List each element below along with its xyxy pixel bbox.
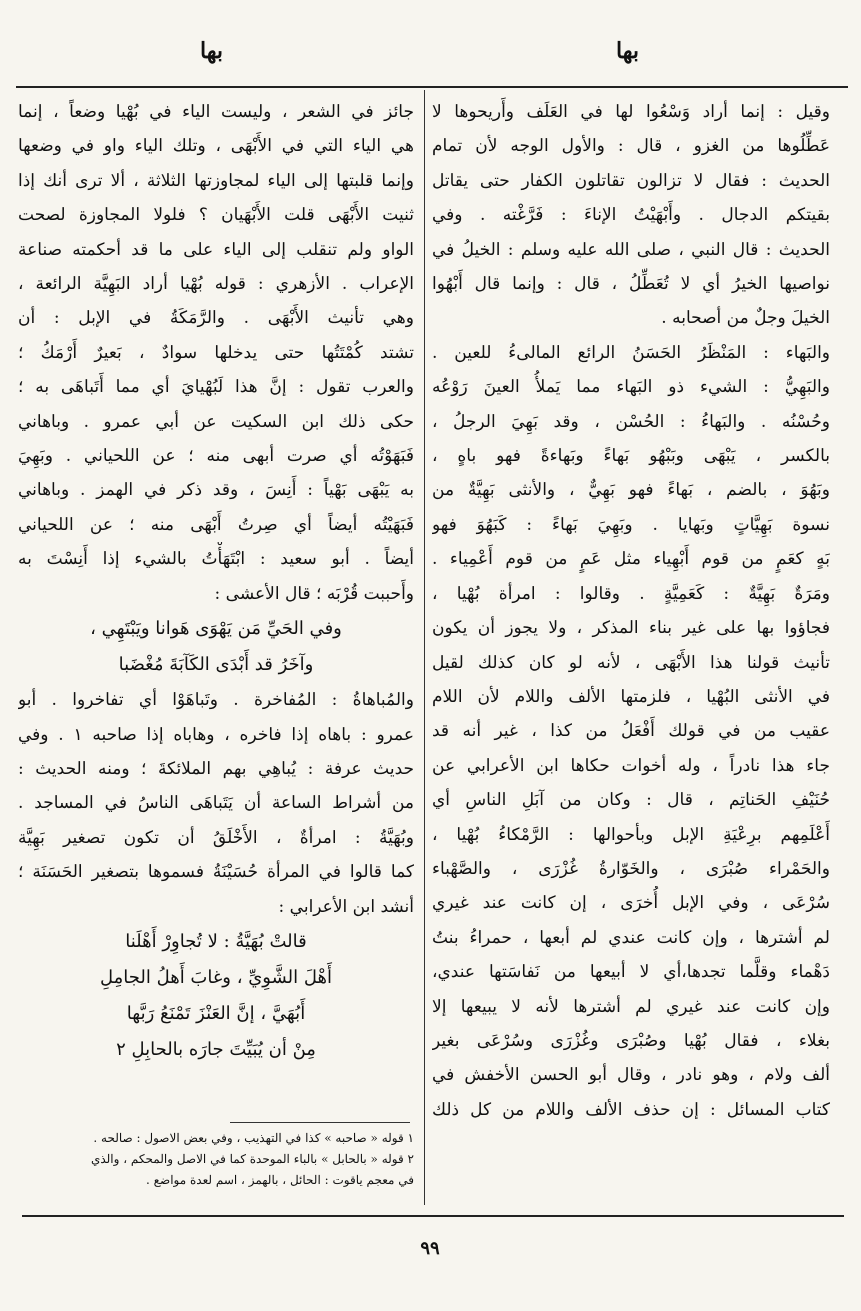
text-line: حديث عرفة : يُباهِي بهم الملائكةَ ؛ ومنه الحديث : bbox=[18, 758, 414, 779]
text-line: سُرْعَى ، وفي الإبل أُخرَى ، إن كانت عند غيري bbox=[432, 893, 830, 914]
text-line: أنشد ابن الأعرابي : bbox=[278, 896, 414, 917]
text-line: نواصيها الخيرُ أي لا تُعَطِّلُ ، قال : وإنما قال أَبْهُوا bbox=[432, 274, 830, 295]
text-line: بغلاء ، فقال بُهْيا وصُبْرَى وغُزْرَى وسُرْعَى بغير bbox=[432, 1030, 830, 1051]
text-line: تشتد كُمْتَتُها حتى يدخلها سوادٌ ، بَعيرٌ أَرْمَكُ ؛ bbox=[18, 342, 414, 363]
text-line: حُنَيْفِ الحَناتِم ، قال : وكان من آبَلِ الناسِ أي bbox=[432, 790, 830, 811]
running-header-right: بها bbox=[616, 38, 639, 64]
footnotes bbox=[18, 1128, 414, 1191]
text-line: وإن كانت عند غيري لم أشترها لأنه لا يبيعها إلا bbox=[432, 996, 830, 1017]
footnote: في معجم ياقوت : الحائل ، بالهمز ، اسم لعدة مواضع . bbox=[146, 1173, 414, 1187]
text-line: فجاؤوا بها على غير بناء المذكر ، ولا يجوز أن يكون bbox=[432, 618, 830, 639]
footnote: ١ قوله « صاحبه » كذا في التهذيب ، وفي بعض الاصول : صالحه . bbox=[93, 1131, 414, 1145]
text-line: لم أشترها ، وإن كانت عندي لم أبعها ، حمراءُ بنتُ bbox=[432, 927, 830, 948]
footnote-rule bbox=[230, 1122, 410, 1123]
verse-line: أَبُهَيَّ ، إنَّ العَنْزَ تَمْنَعُ رَبَّها bbox=[126, 1002, 306, 1024]
text-line: وأَحببت قُرْبَه ؛ قال الأعشى : bbox=[214, 583, 414, 604]
column-divider bbox=[424, 90, 425, 1205]
verse-line: أَهْلَ الشَّوِيِّ ، وغابَ أَهلُ الجامِلِ bbox=[100, 966, 332, 988]
text-line: جائز في الشعر ، وليست الياء في بُهْيا وضعاً ، إنما bbox=[18, 102, 414, 122]
left-column bbox=[18, 95, 414, 1068]
text-line: ثنيت الأَبْهَى قلت الأَبْهَيان ؟ فلولا المجاوزة لصحت bbox=[18, 205, 414, 226]
text-line: نسوة بَهِيَّاتٍ وبَهايا . وبَهِيَ بَهاءً : كَبَهُوَ فهو bbox=[432, 514, 830, 535]
text-line: فَبَهَوْتُه أي صرت أبهى منه ؛ عن اللحياني . وبَهِيَ bbox=[18, 446, 414, 467]
page-number: ٩٩ bbox=[420, 1238, 440, 1259]
verse-line: وفي الحَيِّ مَن يَهْوَى هَوانا ويَبْتَهِي ، bbox=[90, 618, 342, 640]
footnote: ٢ قوله « بالحابل » بالباء الموحدة كما في الاصل والمحكم ، والذي bbox=[90, 1152, 414, 1166]
verse-line: مِنْ أن يُبَيِّتَ جارَه بالحابِلِ ٢ bbox=[116, 1038, 316, 1060]
text-line: الحديث : فقال لا تزالون تقاتلون الكفار حتى يقاتل bbox=[432, 170, 830, 191]
text-line: والحَمْراء صُبْرَى ، والخَوّارةُ غُزْرَى ، والصَّهْباء bbox=[432, 858, 830, 879]
text-line: الحديث : قال النبي ، صلى الله عليه وسلم : الخيلُ في bbox=[432, 239, 830, 260]
running-header-left: بها bbox=[200, 38, 223, 64]
text-line: وهي تأنيث الأَبْهَى . والرَّمَكَةُ في الإبل : أن bbox=[18, 308, 414, 329]
text-line: عقيب من في قولك أَفْعَلُ من كذا ، غير أنه قد bbox=[432, 721, 830, 742]
text-line: الواو ولم تنقلب إلى الياء على ما قد أحكمته صناعة bbox=[18, 239, 414, 260]
text-line: بقيتكم الدجال . وأَبْهَيْتُ الإناءَ : فَرَّغْته . وفي bbox=[432, 205, 830, 226]
text-line: والمُباهاةُ : المُفاخرة . وتَباهَوْا أي تفاخروا . أبو bbox=[18, 690, 414, 711]
text-line: كتاب المسائل : إن حذف الألف واللام من كل ذلك bbox=[432, 1099, 830, 1120]
text-line: وإنما قلبتها إلى الياء لمجاوزتها الثلاثة ، ألا ترى أنك إذا bbox=[18, 170, 414, 191]
text-line: في الأنثى البُهْيا ، فلزمتها الألف واللام لأن اللام bbox=[432, 686, 830, 707]
top-rule bbox=[16, 86, 848, 88]
text-line: والبَهاء : المَنْظَرُ الحَسَنُ الرائع المالىءُ للعين . bbox=[432, 342, 830, 363]
text-line: ألف ولام ، وهو نادر ، وقال أبو الحسن الأخفش في bbox=[432, 1065, 830, 1086]
text-line: هي الياء التي في الأَبْهَى ، وتلك الياء واو في وضعها bbox=[18, 136, 414, 157]
text-line: أيضاً . أبو سعيد : ابْتَهَأْتُ بالشيء إذا أَنِسْتَ به bbox=[18, 549, 414, 570]
text-line: عمرو : باهاه إذا فاخره ، وهاباه إذا صاحبه ١ . وفي bbox=[18, 724, 414, 745]
text-line: تأنيث قولنا هذا الأَبْهَى ، لأنه لو كان كذلك لقيل bbox=[432, 652, 830, 673]
text-line: بَهٍ كعَمٍ من قوم أَبْهِياء مثل عَمٍ من قوم أَعْمِياء . bbox=[432, 549, 830, 570]
text-line: وبُهَيَّةُ : امرأةٌ ، الأَخْلَقُ أن تكون تصغير بَهِيَّة bbox=[18, 827, 414, 848]
text-line: حكى ذلك ابن السكيت عن أبي عمرو . وباهاني bbox=[18, 411, 414, 432]
text-line: والبَهِيُّ : الشيء ذو البَهاء مما يَملأُ العينَ رَوْعُه bbox=[432, 377, 830, 398]
right-column bbox=[432, 95, 830, 1127]
text-line: الخيلَ وجلٌ من أصحابه . bbox=[661, 308, 830, 329]
text-line: والعرب تقول : إنَّ هذا لَبُهْيايَ أي مما أَتَباهَى به ؛ bbox=[18, 377, 414, 398]
bottom-rule bbox=[22, 1215, 844, 1217]
text-line: ومَرَةٌ بَهِيَّةٌ : كَعَمِيَّةٍ . وقالوا : امرأة بُهْيا ، bbox=[432, 583, 830, 604]
text-line: كما قالوا في المرأة حُسَيْنَةُ فسموها بتصغير الحَسَنَة ؛ bbox=[18, 862, 414, 883]
text-line: من أشراط الساعة أن يَتَباهَى الناسُ في المساجد . bbox=[18, 793, 414, 814]
text-line: الإعراب . الأزهري : قوله بُهْيا أراد البَهِيَّة الرائعة ، bbox=[18, 274, 414, 295]
verse-line: قالتْ بُهَيَّةُ : لا تُجاوِرْ أَهْلَنا bbox=[125, 930, 307, 952]
text-line: دَهْماء وقلَّما تجدها،أي لا أبيعها من نَفاسَتها عندي، bbox=[432, 962, 830, 983]
text-line: فَبَهَيْتُه أيضاً أي صِرتُ أَبْهَى منه ؛ عن اللحياني bbox=[18, 514, 414, 535]
text-line: أَعْلَمِهم برِعْيَةِ الإبل وبأحوالها : الرَّمْكاءُ بُهْيا ، bbox=[432, 824, 830, 845]
text-line: عَطِّلُوها من الغزو ، قال : والأول الوجه لأن تمام bbox=[432, 136, 830, 157]
text-line: بالكسر ، يَبْهَى وبَبْهُو بَهاءً وبَهاءةً فهو باهٍ ، bbox=[432, 446, 830, 467]
text-line: جاء هذا نادراً ، وله أخوات حكاها ابن الأعرابي عن bbox=[432, 755, 830, 776]
text-line: وحُسْنُه . والبَهاءُ : الحُسْن ، وقد بَهِيَ الرجلُ ، bbox=[432, 411, 830, 432]
verse-line: وآخَرُ قد أَبْدَى الكَآبَةَ مُغْضَبا bbox=[118, 654, 314, 676]
text-line: وقيل : إنما أراد وَسْعُوا لها في العَلَف وأَريحوها لا bbox=[432, 102, 830, 122]
text-line: به يَبْهَى بَهْياً : أَنِسَ ، وقد ذكر في الهمز . وباهاني bbox=[18, 480, 414, 501]
text-line: وبَهُوَ ، بالضم ، بَهاءً فهو بَهِيٌّ ، والأنثى بَهِيَّةٌ من bbox=[432, 480, 830, 501]
